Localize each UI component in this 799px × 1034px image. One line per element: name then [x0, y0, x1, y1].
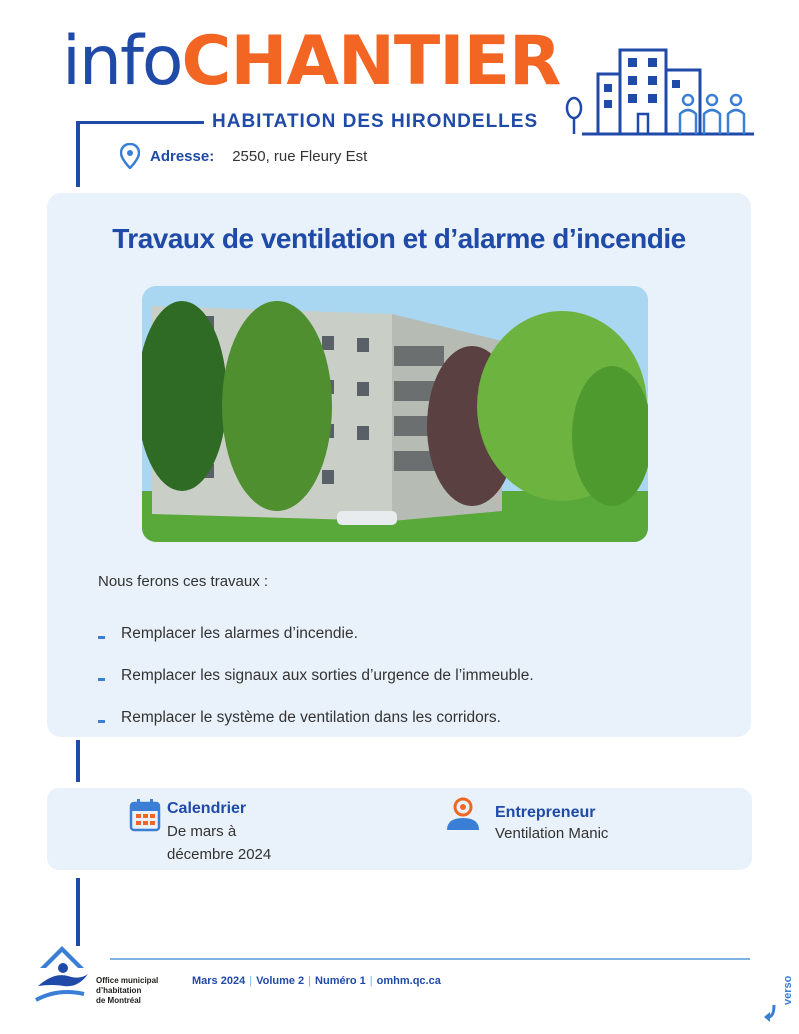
issue-volume: Volume 2 [256, 975, 305, 987]
schedule-line-2: décembre 2024 [167, 846, 272, 863]
works-title: Travaux de ventilation et d’alarme d’incendie [112, 223, 686, 254]
works-card [47, 193, 751, 737]
bullet-dash-icon [98, 636, 105, 639]
org-line: de Montréal [96, 996, 141, 1005]
project-subtitle: HABITATION DES HIRONDELLES [212, 111, 539, 132]
bullet-dash-icon [98, 678, 105, 681]
turn-arrow-icon [760, 965, 788, 1023]
verso-indicator[interactable] [760, 965, 794, 1023]
schedule-contractor-card [47, 788, 752, 870]
bullet-dash-icon [98, 720, 105, 723]
issue-date: Mars 2024 [192, 975, 246, 987]
person-icon [445, 796, 481, 832]
list-item [98, 655, 534, 697]
org-line: d’habitation [96, 986, 142, 995]
works-list [98, 613, 534, 739]
brand-logo [62, 22, 560, 108]
list-item [98, 697, 534, 739]
brand-chantier: CHANTIER [181, 22, 561, 101]
org-line: Office municipal [96, 976, 159, 985]
list-item-text: Remplacer les signaux aux sorties d’urgence de l’immeuble. [121, 667, 534, 684]
address-label: Adresse: [150, 147, 215, 165]
address-row [120, 142, 367, 170]
location-pin-icon [120, 143, 140, 169]
header-divider [76, 121, 204, 124]
address-value: 2550, rue Fleury Est [232, 147, 368, 165]
timeline-line-bottom [76, 878, 80, 946]
buildings-illustration [564, 42, 756, 140]
timeline-line-top [76, 121, 80, 187]
works-intro: Nous ferons ces travaux : [98, 573, 269, 590]
website-link[interactable]: omhm.qc.ca [376, 975, 441, 987]
timeline-line-middle [76, 740, 80, 782]
calendar-icon [129, 798, 161, 832]
contractor-title: Entrepreneur [495, 804, 596, 821]
verso-label: verso [782, 975, 794, 1005]
org-name [96, 976, 158, 1006]
schedule-line-1: De mars à [167, 823, 237, 840]
list-item [98, 613, 534, 655]
contractor-value: Ventilation Manic [495, 825, 609, 842]
footer-divider [110, 958, 750, 960]
brand-info: info [62, 22, 182, 101]
building-photo [142, 286, 648, 542]
list-item-text: Remplacer le système de ventilation dans les corridors. [121, 709, 501, 726]
schedule-title: Calendrier [167, 800, 247, 817]
issue-number: Numéro 1 [315, 975, 366, 987]
issue-info: Mars 2024 | Volume 2 | Numéro 1 | omhm.qc.ca [192, 975, 441, 987]
list-item-text: Remplacer les alarmes d’incendie. [121, 625, 358, 642]
omhm-logo [34, 944, 90, 1004]
